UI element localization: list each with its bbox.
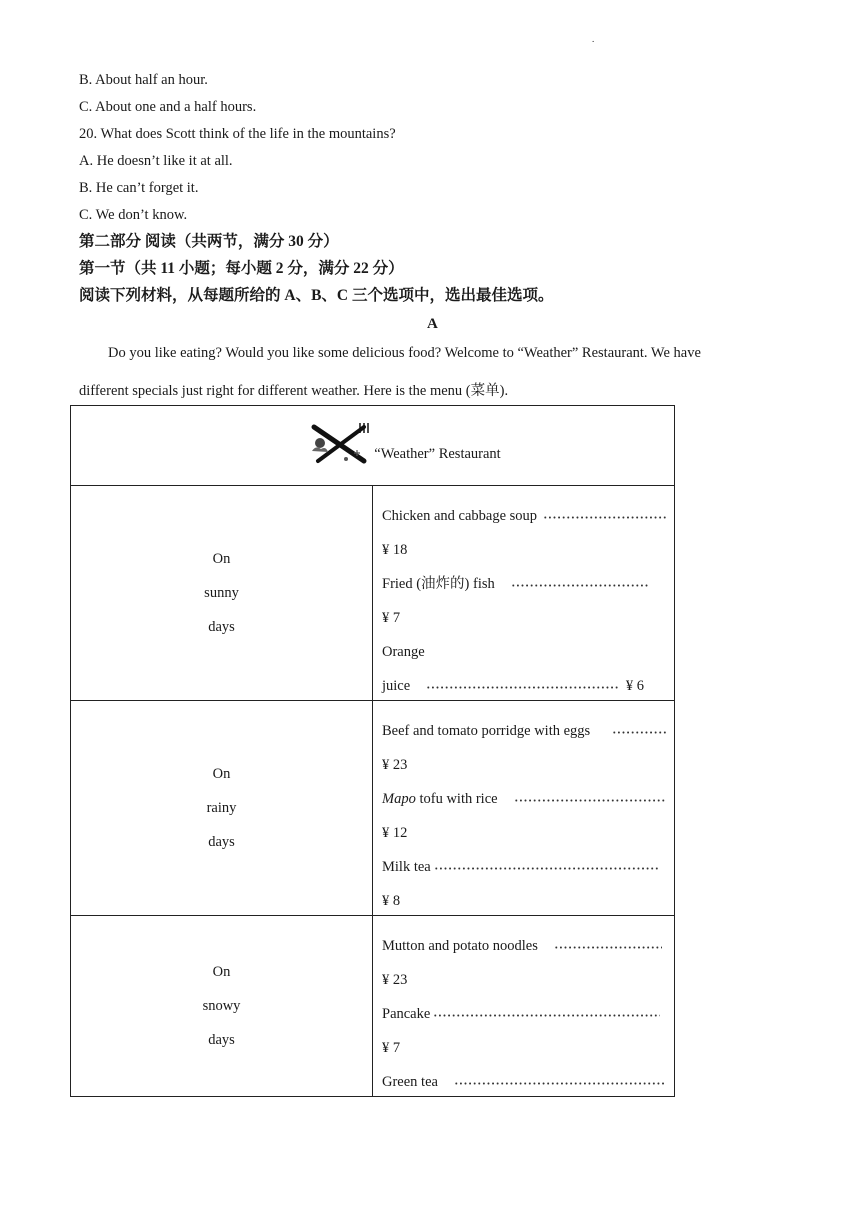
day-word: On xyxy=(212,766,231,782)
item-name: Chicken and cabbage soup xyxy=(382,508,538,524)
passage-line-2: different specials just right for different weather. Here is the menu (菜单). xyxy=(79,383,509,399)
instruction: 阅读下列材料，从每题所给的 A、B、C 三个选项中，选出最佳选项。 xyxy=(79,287,554,304)
dot-leader xyxy=(454,1082,664,1085)
menu-item xyxy=(373,559,674,593)
item-name: Milk tea xyxy=(382,859,431,875)
day-word: On xyxy=(212,551,231,567)
option-a-q20: A. He doesn’t like it at all. xyxy=(79,153,233,169)
item-name xyxy=(382,791,498,808)
menu-table xyxy=(70,405,675,1097)
item-price: ¥ 12 xyxy=(382,825,408,841)
snowy-day-label xyxy=(71,916,373,1097)
item-name: Green tea xyxy=(382,1074,438,1090)
corner-mark: . xyxy=(592,34,595,44)
day-word: days xyxy=(208,834,235,850)
item-price: ¥ 23 xyxy=(382,757,408,773)
dot-leader xyxy=(511,584,648,587)
dot-leader xyxy=(543,516,666,519)
item-name: Mutton and potato noodles xyxy=(382,938,538,954)
sunny-row xyxy=(71,486,675,701)
dot-leader xyxy=(433,1014,660,1017)
rainy-day-label xyxy=(71,701,373,916)
item-name: juice xyxy=(382,678,411,694)
item-name-italic: Mapo xyxy=(382,791,416,807)
menu-header xyxy=(71,406,675,486)
question-20: 20. What does Scott think of the life in the mountains? xyxy=(79,126,396,142)
part-title: 第二部分 阅读（共两节，满分 30 分） xyxy=(79,233,339,250)
item-name: Orange xyxy=(382,644,425,660)
day-word: snowy xyxy=(202,998,241,1014)
sunny-items xyxy=(373,486,675,701)
menu-item xyxy=(373,989,674,1023)
menu-item xyxy=(373,661,674,695)
item-price: ¥ 18 xyxy=(382,542,408,558)
menu-item xyxy=(373,921,674,955)
sunny-day-label xyxy=(71,486,373,701)
day-word: days xyxy=(208,619,235,635)
option-c-q19: C. About one and a half hours. xyxy=(79,99,257,115)
item-name: Beef and tomato porridge with eggs xyxy=(382,723,591,739)
dot-leader xyxy=(514,799,666,802)
option-b-q19: B. About half an hour. xyxy=(79,72,208,88)
item-price: ¥ 7 xyxy=(382,1040,401,1056)
snowy-items xyxy=(373,916,675,1097)
rainy-items xyxy=(373,701,675,916)
day-word: On xyxy=(212,964,231,980)
item-price: ¥ 8 xyxy=(382,893,401,909)
item-price: ¥ 6 xyxy=(625,678,644,694)
passage-label: A xyxy=(427,316,438,332)
dot-leader xyxy=(434,867,660,870)
rainy-row xyxy=(71,701,675,916)
option-c-q20: C. We don’t know. xyxy=(79,207,188,223)
day-word: rainy xyxy=(206,800,237,816)
menu-item xyxy=(373,491,674,525)
menu-item xyxy=(373,706,674,740)
item-name: Fried (油炸的) fish xyxy=(382,576,495,592)
menu-item xyxy=(373,774,674,808)
item-price: ¥ 7 xyxy=(382,610,401,626)
dot-leader xyxy=(426,686,620,689)
snowy-row xyxy=(71,916,675,1097)
option-b-q20: B. He can’t forget it. xyxy=(79,180,199,196)
subsection-title: 第一节（共 11 小题；每小题 2 分，满分 22 分） xyxy=(79,260,404,277)
dot-leader xyxy=(612,731,666,734)
fork-knife-weather-logo-icon xyxy=(308,421,372,465)
restaurant-name: “Weather” Restaurant xyxy=(374,446,501,462)
menu-item xyxy=(373,842,674,876)
item-name: Pancake xyxy=(382,1006,431,1022)
item-price: ¥ 23 xyxy=(382,972,408,988)
item-name-rest: tofu with rice xyxy=(415,791,498,807)
passage-line-1: Do you like eating? Would you like some delicious food? Welcome to “Weather” Restaurant. We have xyxy=(108,345,701,361)
dot-leader xyxy=(554,946,662,949)
day-word: days xyxy=(208,1032,235,1048)
menu-item xyxy=(373,1057,674,1091)
day-word: sunny xyxy=(204,585,239,601)
